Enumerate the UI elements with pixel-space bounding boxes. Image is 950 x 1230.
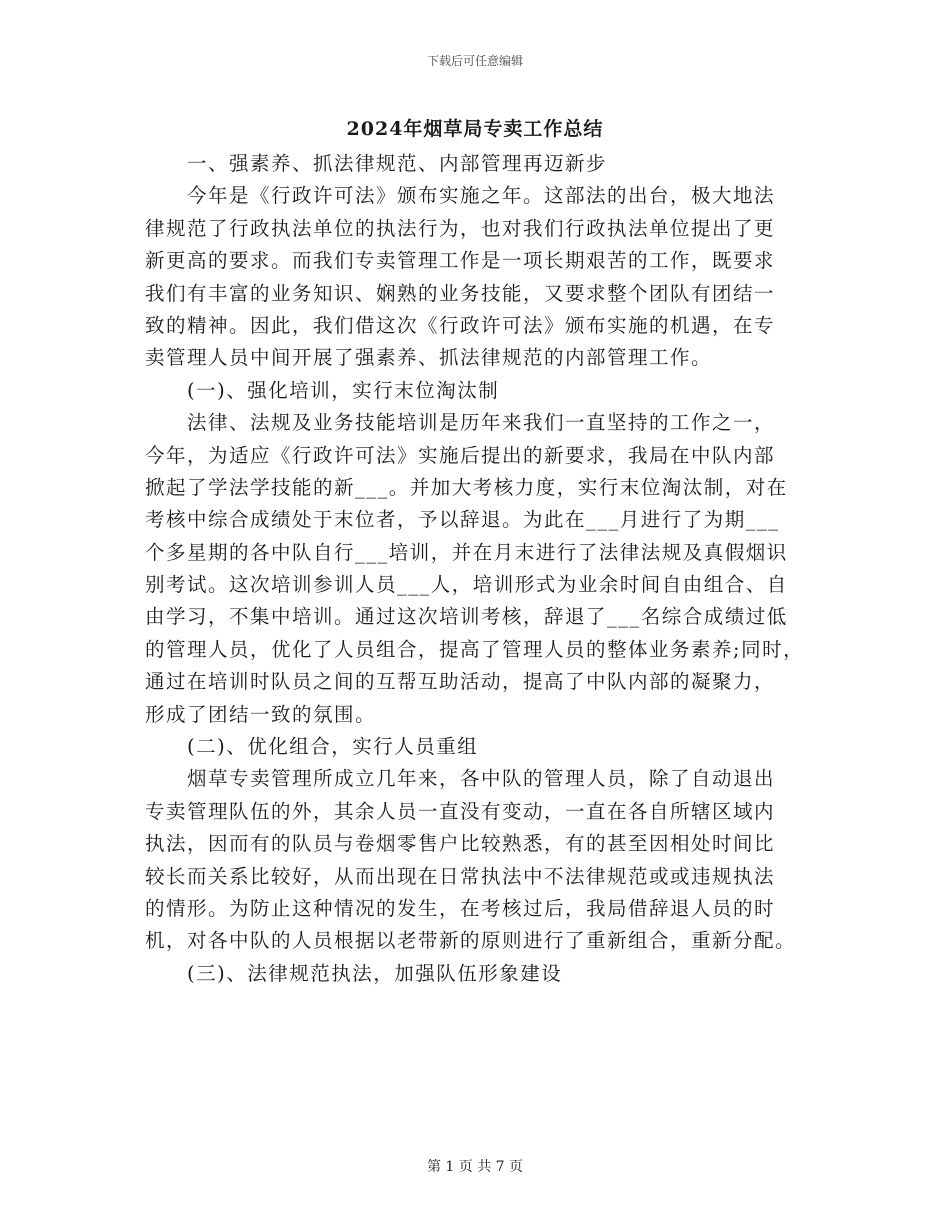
text-line: 致的精神。因此，我们借这次《行政许可法》颁布实施的机遇，在专 <box>145 313 776 337</box>
text-line: 执法，因而有的队员与卷烟零售户比较熟悉，有的甚至因相处时间比 <box>145 832 776 856</box>
page-footer: 第 1 页 共 7 页 <box>426 1159 524 1175</box>
text-line: (一)、强化培训，实行末位淘汰制 <box>187 378 500 402</box>
document-body <box>145 148 810 990</box>
text-line: 机，对各中队的人员根据以老带新的原则进行了重新组合，重新分配。 <box>145 929 797 953</box>
text-line: 掀起了学法学技能的新___。并加大考核力度，实行末位淘汰制，对在 <box>145 475 788 499</box>
page-header-note: 下载后可任意编辑 <box>426 54 523 68</box>
text-line: 较长而关系比较好，从而出现在日常执法中不法律规范或或违规执法 <box>145 864 776 888</box>
text-line: 别考试。这次培训参训人员___人，培训形式为业余时间自由组合、自 <box>145 573 788 597</box>
text-line: 法律、法规及业务技能培训是历年来我们一直坚持的工作之一， <box>187 411 776 435</box>
text-line: 考核中综合成绩处于末位者，予以辞退。为此在___月进行了为期___ <box>145 508 780 532</box>
text-line: 专卖管理队伍的外，其余人员一直没有变动，一直在各自所辖区域内 <box>145 799 776 823</box>
text-line: 卖管理人员中间开展了强素养、抓法律规范的内部管理工作。 <box>145 346 713 370</box>
document-title: 2024年烟草局专卖工作总结 <box>346 118 604 140</box>
text-line: 今年，为适应《行政许可法》实施后提出的新要求，我局在中队内部 <box>145 443 776 467</box>
text-line: 烟草专卖管理所成立几年来，各中队的管理人员，除了自动退出 <box>187 767 776 791</box>
text-line: 个多星期的各中队自行___培训，并在月末进行了法律法规及真假烟识 <box>145 540 788 564</box>
text-line: 由学习，不集中培训。通过这次培训考核，辞退了___名综合成绩过低 <box>145 605 788 629</box>
text-line: 一、强素养、抓法律规范、内部管理再迈新步 <box>187 152 608 175</box>
text-line: 的管理人员，优化了人员组合，提高了管理人员的整体业务素养;同时， <box>145 637 805 661</box>
text-line: 今年是《行政许可法》颁布实施之年。这部法的出台，极大地法 <box>187 184 776 208</box>
text-line: 的情形。为防止这种情况的发生，在考核过后，我局借辞退人员的时 <box>145 896 776 920</box>
text-line: 形成了团结一致的氛围。 <box>145 702 377 726</box>
text-line: 律规范了行政执法单位的执法行为，也对我们行政执法单位提出了更 <box>145 216 776 240</box>
text-line: 通过在培训时队员之间的互帮互助活动，提高了中队内部的凝聚力， <box>145 670 776 694</box>
text-line: (二)、优化组合，实行人员重组 <box>187 735 479 759</box>
text-line: 新更高的要求。而我们专卖管理工作是一项长期艰苦的工作，既要求 <box>145 249 776 273</box>
text-line: (三)、法律规范执法，加强队伍形象建设 <box>187 961 563 985</box>
text-line: 我们有丰富的业务知识、娴熟的业务技能，又要求整个团队有团结一 <box>145 281 776 305</box>
